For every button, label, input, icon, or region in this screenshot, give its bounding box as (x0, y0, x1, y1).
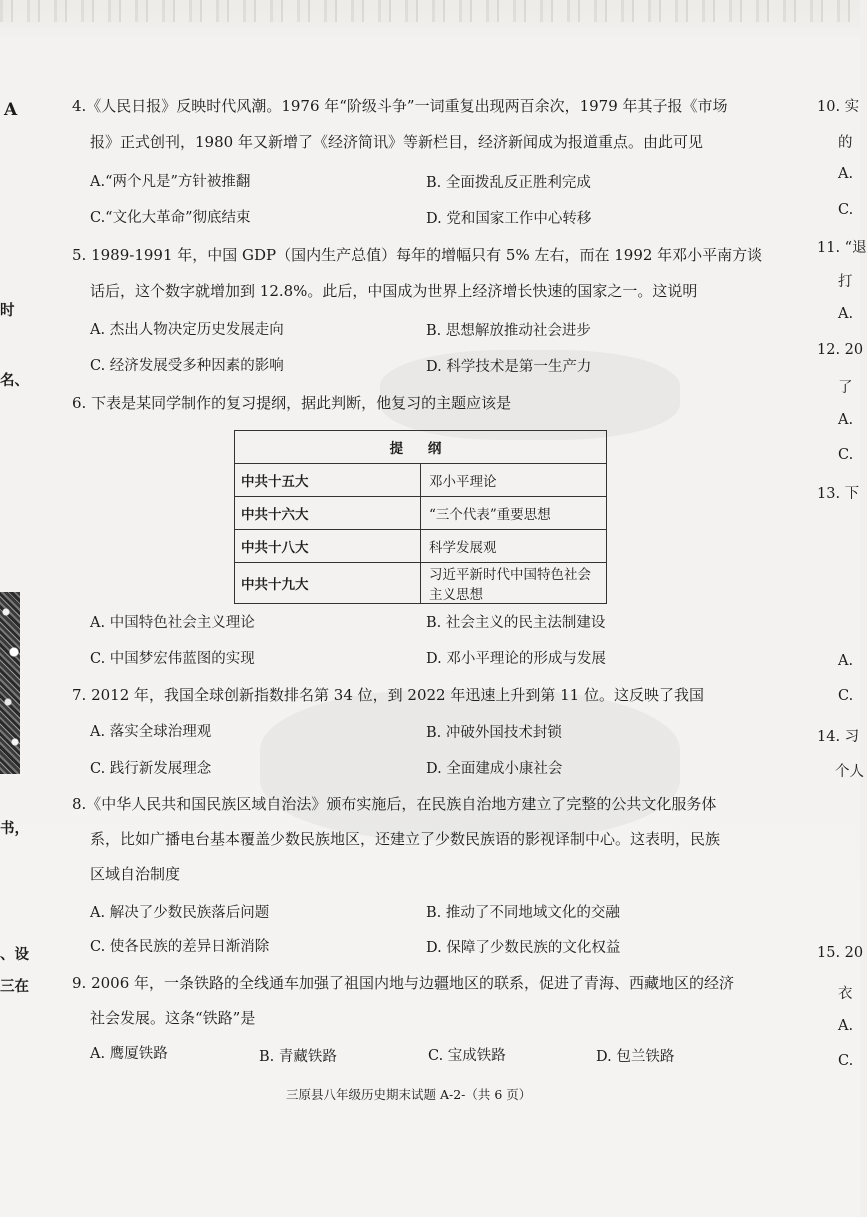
right-edge-text: C. (838, 447, 854, 463)
table-row (235, 464, 607, 497)
right-edge-text: 打 (838, 274, 853, 290)
question-8-option-d: D. 保障了少数民族的文化权益 (426, 940, 621, 956)
question-8-text: 8.《中华人民共和国民族区域自治法》颁布实施后，在民族自治地方建立了完整的公共文化服务体 (72, 795, 717, 813)
question-7-option-d: D. 全面建成小康社会 (426, 761, 563, 777)
right-edge-text: C. (838, 688, 854, 704)
question-6-option-b: B. 社会主义的民主法制建设 (426, 615, 606, 631)
right-edge-text: 12. 20 (817, 342, 864, 358)
question-4-text: 报》正式创刊，1980 年又新增了《经济简讯》等新栏目，经济新闻成为报道重点。由此可见 (90, 133, 703, 151)
question-9-option-d: D. 包兰铁路 (596, 1049, 675, 1065)
question-6-text: 6. 下表是某同学制作的复习提纲，据此判断，他复习的主题应该是 (72, 394, 512, 412)
right-edge-text: 的 (838, 135, 853, 151)
left-edge-text: 名、 (0, 372, 29, 389)
table-cell-theory: 邓小平理论 (421, 464, 607, 497)
table-header: 提 纲 (235, 431, 607, 464)
question-7-text: 7. 2012 年，我国全球创新指数排名第 34 位，到 2022 年迅速上升到第 11 位。这反映了我国 (72, 686, 704, 704)
question-8-text: 系，比如广播电台基本覆盖少数民族地区，还建立了少数民族语的影视译制中心。这表明，民族 (90, 830, 721, 848)
question-5-option-c: C. 经济发展受多种因素的影响 (90, 358, 284, 374)
question-5-option-b: B. 思想解放推动社会进步 (426, 323, 591, 339)
left-edge-text: 时 (0, 302, 15, 319)
question-5-option-d: D. 科学技术是第一生产力 (426, 359, 592, 375)
left-edge-text: A (4, 100, 18, 120)
right-edge-text: C. (838, 1053, 854, 1069)
question-4-text: 4.《人民日报》反映时代风潮。1976 年“阶级斗争”一词重复出现两百余次，1979 年其子报《市场 (72, 97, 728, 115)
question-4-option-b: B. 全面拨乱反正胜利完成 (426, 175, 591, 191)
question-9-text: 社会发展。这条“铁路”是 (90, 1009, 256, 1027)
right-edge-text: 10. 实 (817, 99, 860, 115)
question-9-option-a: A. 鹰厦铁路 (90, 1046, 168, 1062)
left-edge-text: 书， (0, 820, 29, 837)
question-4-option-c: C.“文化大革命”彻底结束 (90, 210, 251, 226)
table-cell-theory: 科学发展观 (421, 530, 607, 563)
question-8-option-b: B. 推动了不同地域文化的交融 (426, 905, 620, 921)
question-5-option-a: A. 杰出人物决定历史发展走向 (90, 322, 284, 338)
table-row (235, 530, 607, 563)
table-row (235, 497, 607, 530)
question-9-option-c: C. 宝成铁路 (428, 1048, 506, 1064)
cropped-photo-image (0, 592, 20, 774)
right-edge-text: 了 (838, 380, 853, 396)
table-cell-congress: 中共十九大 (235, 563, 421, 604)
table-cell-theory: 习近平新时代中国特色社会主义思想 (421, 563, 607, 604)
table-cell-congress: 中共十八大 (235, 530, 421, 563)
right-edge-text: 14. 习 (817, 729, 860, 745)
question-6-option-a: A. 中国特色社会主义理论 (90, 615, 255, 631)
table-cell-congress: 中共十六大 (235, 497, 421, 530)
right-edge-text: A. (838, 166, 854, 182)
question-6-option-d: D. 邓小平理论的形成与发展 (426, 651, 606, 667)
right-edge-text: A. (838, 306, 854, 322)
question-7-option-c: C. 践行新发展理念 (90, 761, 212, 777)
question-4-option-a: A.“两个凡是”方针被推翻 (90, 174, 251, 190)
question-9-option-b: B. 青藏铁路 (259, 1049, 337, 1065)
question-4-option-d: D. 党和国家工作中心转移 (426, 211, 592, 227)
question-6-option-c: C. 中国梦宏伟蓝图的实现 (90, 651, 255, 667)
question-7-option-a: A. 落实全球治理观 (90, 724, 212, 740)
scan-edge-noise (0, 0, 860, 22)
right-edge-text: C. (838, 202, 854, 218)
question-5-text: 话后，这个数字就增加到 12.8%。此后，中国成为世界上经济增长快速的国家之一。这说明 (90, 282, 698, 300)
page-footer: 三原县八年级历史期末试题 A-2-（共 6 页） (286, 1087, 532, 1102)
question-8-option-c: C. 使各民族的差异日渐消除 (90, 939, 270, 955)
right-edge-text: A. (838, 412, 854, 428)
review-outline-table (234, 430, 607, 604)
left-edge-text: 三在 (0, 978, 29, 995)
right-edge-text: 个人 (835, 764, 864, 780)
table-row (235, 563, 607, 604)
question-7-option-b: B. 冲破外国技术封锁 (426, 725, 562, 741)
right-edge-text: 11. “退 (817, 240, 867, 256)
right-edge-text: 衣 (838, 986, 853, 1002)
question-8-option-a: A. 解决了少数民族落后问题 (90, 905, 270, 921)
question-5-text: 5. 1989-1991 年，中国 GDP（国内生产总值）每年的增幅只有 5% 左右，而在 1992 年邓小平南方谈 (72, 246, 763, 264)
right-edge-text: 15. 20 (817, 945, 864, 961)
table-cell-congress: 中共十五大 (235, 464, 421, 497)
question-8-text: 区域自治制度 (90, 865, 181, 883)
left-edge-text: 、设 (0, 946, 29, 963)
question-9-text: 9. 2006 年，一条铁路的全线通车加强了祖国内地与边疆地区的联系，促进了青海、西藏地区的经济 (72, 974, 735, 992)
right-edge-text: A. (838, 653, 854, 669)
right-edge-text: 13. 下 (817, 486, 860, 502)
table-cell-theory: “三个代表”重要思想 (421, 497, 607, 530)
right-edge-text: A. (838, 1018, 854, 1034)
